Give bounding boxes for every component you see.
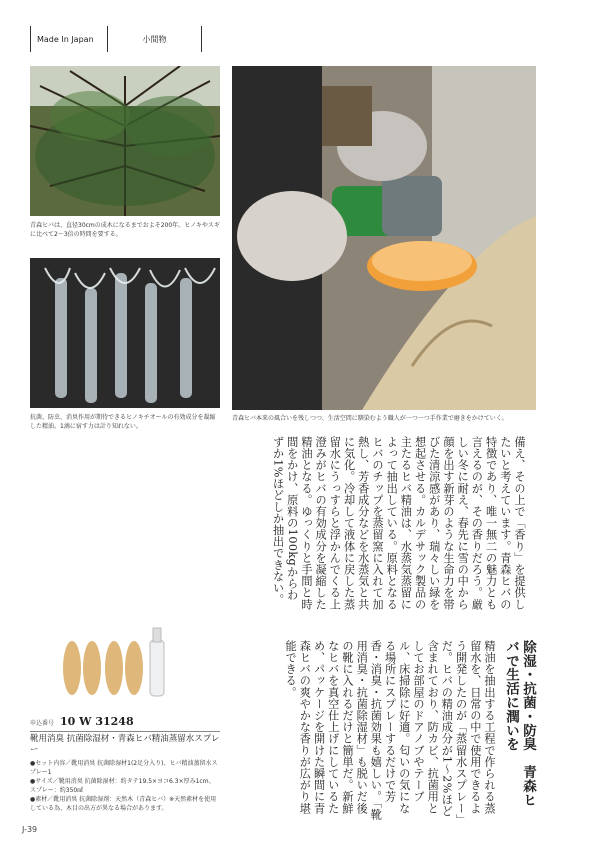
distillation-photo [30,258,220,408]
body-text-right: 精油を抽出する工程で作られる蒸留水を、日常の中で使用できるよう開発したのが「蒸留水スプレー」だ。ヒバの精油成分が1〜2%ほど含まれており、防カビ、抗菌用としてお部屋のドアノブやテーブル、床掃除に好適。匂いの気になる場所にスプレーするだけで芳香・消臭・抗菌効果も嬉しい。「靴用消臭・抗菌除湿材」も脱いだ後の靴に入れるだけと簡単だ。新鮮なヒバを真空仕上げにしているため、パッケージを開けた瞬間に青森ヒバの爽やかな香りが広がり堪能できる。 [284,640,496,820]
subcategory-label: 小間物 [142,34,167,44]
body-text-left: 備え、その上で「香り」を提供したいと考えています。青森ヒバの特徴であり、唯一無二の魅力とも言えるのが、その香りだろう。厳しい冬に耐え、春先に雪の中から顔を出す新芽のような生命力を帯びた清涼感があり、瑞々しい緑を想起させる。カルデサック製品の主たるヒバ精油は、水蒸気蒸留によって抽出している。原料となるヒバのチップを蒸留窯に入れて加熱し、芳香成分などを水蒸気と共に気化。冷却して液体に戻した蒸留水にうっすらと浮かんでくる上澄みがヒバの有効成分を凝縮した精油となる。ゆっくりと手間と時間をかけ、原料の100kgからわずか1%ほどしか抽出できない。 [271,436,526,610]
cedar-tree-photo [30,66,220,216]
detail-material: ●素材／靴用消臭 抗菌除湿剤：天然木（青森ヒバ）※天然素材を使用している為、木目の出方が異なる場合があります。 [30,796,217,812]
detail-size: ●サイズ／靴用消臭 抗菌除湿材：約タテ19.5×ヨコ6.3×厚み1cm、スプレー：約350㎖ [30,778,215,794]
grinding-caption: 青森ヒバ本来の風合いを残しつつ、生活空間に馴染むよう職人が一つ一つ手作業で磨きをかけていく。 [232,415,508,422]
craftsman-grinding-photo [232,66,536,410]
detail-set-contents: ●セット内容／靴用消臭 抗菌除湿材1(2足分入り)、ヒバ精油蒸留水スプレー1 [30,760,218,776]
product-details [30,759,220,813]
product-code: 10 W 31248 [60,715,134,728]
page-number: J-39 [22,825,38,834]
product-photo [60,626,170,698]
category-header [30,26,202,52]
made-in-japan-label: Made In Japan [31,26,108,52]
tree-caption: 青森ヒバは、直径30cmの成木になるまでおよそ200年。ヒノキやスギに比べて2〜3倍の時間を要する。 [30,222,220,238]
section-heading: 除湿・抗菌・防臭 青森ヒバで生活に潤いを [503,640,536,807]
product-info [30,710,220,813]
distillation-caption: 抗菌、防虫、消臭作用が期待できるヒノキチオールの有効成分を凝縮した精油。1滴に宿す力は計り知れない。 [30,414,216,430]
product-name: 靴用消臭 抗菌除湿材・青森ヒバ精油蒸留水スプレー [30,731,220,756]
order-number-label: 申込番号 [30,720,55,727]
